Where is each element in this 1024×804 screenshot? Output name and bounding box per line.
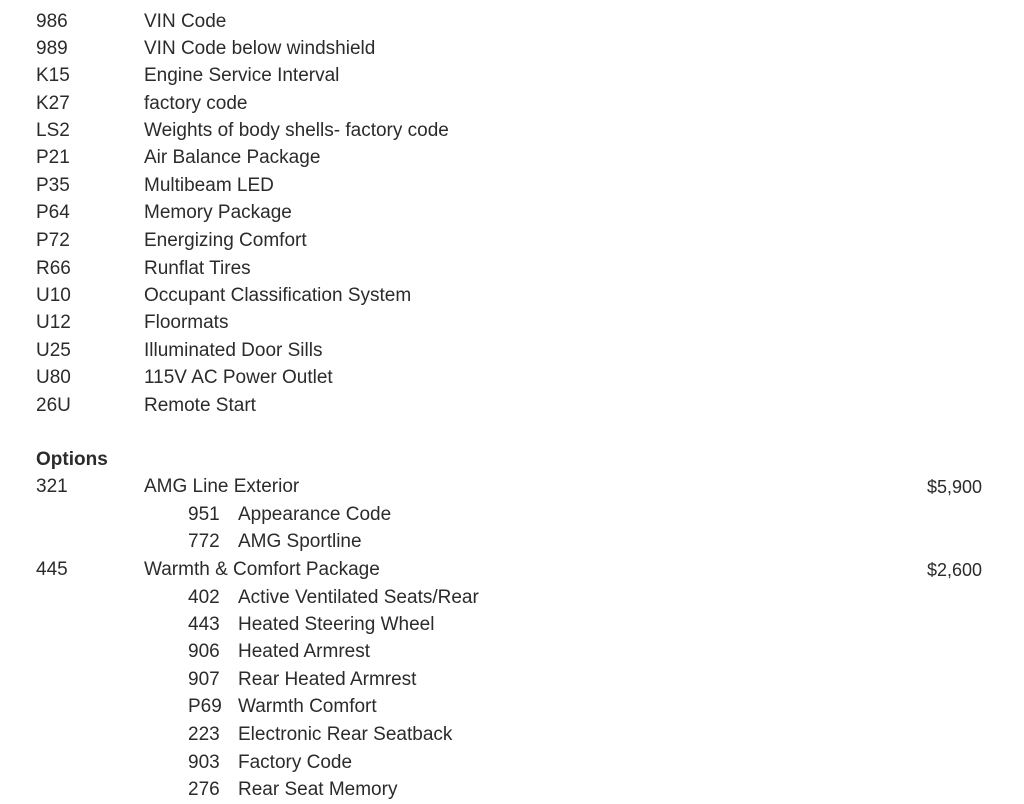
code-row [0, 257, 1024, 281]
sub-option-row [0, 586, 1024, 610]
sub-option-code: 276 [188, 779, 220, 800]
code: LS2 [36, 120, 70, 141]
sub-option-description: Warmth Comfort [238, 696, 377, 717]
code-row [0, 92, 1024, 116]
description: Energizing Comfort [144, 230, 307, 251]
code-row [0, 366, 1024, 390]
sub-option-row [0, 640, 1024, 664]
code: P21 [36, 147, 70, 168]
description: Multibeam LED [144, 175, 274, 196]
code-row [0, 37, 1024, 61]
description: 115V AC Power Outlet [144, 367, 333, 388]
code: 986 [36, 11, 68, 32]
code-row [0, 311, 1024, 335]
code-row [0, 394, 1024, 418]
code: U10 [36, 285, 71, 306]
sub-option-description: Factory Code [238, 752, 353, 773]
sub-option-code: 772 [188, 531, 220, 552]
sub-option-row [0, 778, 1024, 802]
code-row [0, 339, 1024, 363]
code-row [0, 284, 1024, 308]
description: Remote Start [144, 395, 256, 416]
options-section [0, 448, 1024, 472]
code-row [0, 174, 1024, 198]
code-row [0, 146, 1024, 170]
code: U80 [36, 367, 71, 388]
option-code: 321 [36, 476, 68, 497]
code: 989 [36, 38, 68, 59]
code: 26U [36, 395, 71, 416]
option-code: 445 [36, 559, 68, 580]
code: P72 [36, 230, 70, 251]
sub-option-code: 402 [188, 587, 220, 608]
sub-option-row [0, 668, 1024, 692]
description: Weights of body shells- factory code [144, 120, 449, 141]
description: Occupant Classification System [144, 285, 412, 306]
code-row [0, 229, 1024, 253]
sub-option-row [0, 723, 1024, 747]
sub-option-code: 907 [188, 669, 220, 690]
code-row [0, 10, 1024, 34]
description: Illuminated Door Sills [144, 340, 323, 361]
sub-option-description: Heated Armrest [238, 641, 370, 662]
code: P64 [36, 202, 70, 223]
description: Air Balance Package [144, 147, 321, 168]
code-row [0, 119, 1024, 143]
sub-option-code: 223 [188, 724, 220, 745]
code-row [0, 64, 1024, 88]
description: Engine Service Interval [144, 65, 340, 86]
code: K15 [36, 65, 70, 86]
sub-option-code: 903 [188, 752, 220, 773]
description: VIN Code below windshield [144, 38, 376, 59]
description: factory code [144, 93, 248, 114]
sub-option-row [0, 503, 1024, 527]
sub-option-code: 443 [188, 614, 220, 635]
sub-option-description: Rear Seat Memory [238, 779, 398, 800]
sub-option-code: P69 [188, 696, 222, 717]
sub-option-description: Appearance Code [238, 504, 392, 525]
sub-option-row [0, 613, 1024, 637]
code: U12 [36, 312, 71, 333]
sub-option-description: Heated Steering Wheel [238, 614, 435, 635]
option-row [0, 475, 1024, 499]
description: Floormats [144, 312, 229, 333]
code: R66 [36, 258, 71, 279]
code: P35 [36, 175, 70, 196]
option-description: AMG Line Exterior [144, 476, 300, 497]
sub-option-description: AMG Sportline [238, 531, 362, 552]
sub-option-code: 906 [188, 641, 220, 662]
sub-option-description: Electronic Rear Seatback [238, 724, 453, 745]
sub-option-description: Rear Heated Armrest [238, 669, 417, 690]
option-price: $2,600 [926, 560, 982, 580]
option-row [0, 558, 1024, 582]
sub-option-description: Active Ventilated Seats/Rear [238, 587, 479, 608]
sub-option-row [0, 695, 1024, 719]
option-price: $5,900 [926, 477, 982, 497]
code: K27 [36, 93, 70, 114]
code-row [0, 201, 1024, 225]
sub-option-code: 951 [188, 504, 220, 525]
sub-option-row [0, 751, 1024, 775]
description: Runflat Tires [144, 258, 251, 279]
option-description: Warmth & Comfort Package [144, 559, 380, 580]
description: Memory Package [144, 202, 292, 223]
options-heading: Options [36, 449, 108, 470]
description: VIN Code [144, 11, 227, 32]
sub-option-row [0, 530, 1024, 554]
code: U25 [36, 340, 71, 361]
